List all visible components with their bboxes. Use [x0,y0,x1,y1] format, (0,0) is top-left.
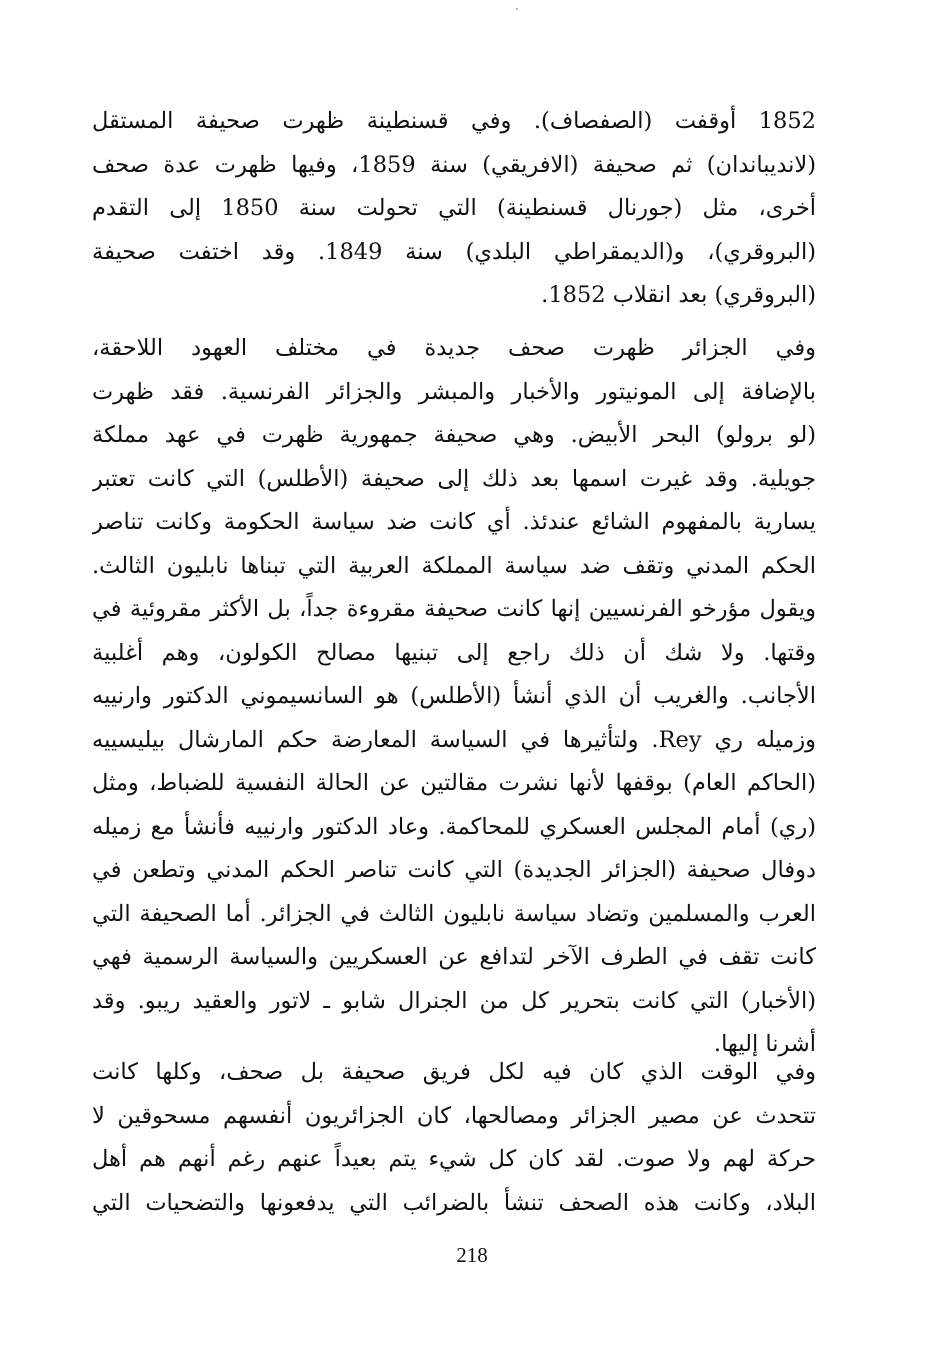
text-line: دوفال صحيفة (الجزائر الجديدة) التي كانت تناصر الحكم المدني وتطعن في [92,857,816,883]
paragraph-2 [92,327,816,1067]
text-line: (الحاكم العام) بوقفها لأنها نشرت مقالتين عن الحالة النفسية للضباط، ومثل [92,770,816,796]
text-line: جويلية. وقد غيرت اسمها بعد ذلك إلى صحيفة (الأطلس) التي كانت تعتبر [92,465,816,492]
text-line: أخرى، مثل (جورنال قسنطينة) التي تحولت سنة 1850 إلى التقدم [92,195,816,221]
text-line: الأجانب. والغريب أن الذي أنشأ (الأطلس) هو السانسيموني الدكتور وارنييه [92,683,816,709]
text-line: وفي الجزائر ظهرت صحف جديدة في مختلف العهود اللاحقة، [92,335,816,361]
text-line: وزميله ري Rey. ولتأثيرها في السياسة المعارضة حكم المارشال بيليسييه [92,726,816,753]
text-line: يسارية بالمفهوم الشائع عندئذ. أي كانت ضد سياسة الحكومة وكانت تناصر [92,509,816,535]
text-line: (البروقري)، و(الديمقراطي البلدي) سنة 1849. وقد اختفت صحيفة [92,238,816,265]
text-line: الحكم المدني وتقف ضد سياسة المملكة العربية التي تبناها نابليون الثالث. [92,552,816,579]
scan-speck [516,8,518,10]
text-line: وفي الوقت الذي كان فيه لكل فريق صحيفة بل صحف، وكلها كانت [92,1059,816,1085]
page-number: 218 [456,1243,488,1267]
text-line: بالإضافة إلى المونيتور والأخبار والمبشر والجزائر الفرنسية. فقد ظهرت [92,378,816,405]
paragraph-3 [92,1051,816,1225]
text-line: (ري) أمام المجلس العسكري للمحاكمة. وعاد الدكتور وارنييه فأنشأ مع زميله [92,813,816,840]
text-line: (البروقري) بعد انقلاب 1852. [541,282,816,308]
text-line: 1852 أوقفت (الصفصاف). وفي قسنطينة ظهرت صحيفة المستقل [92,108,816,134]
text-line: العرب والمسلمين وتضاد سياسة نابليون الثالث في الجزائر. أما الصحيفة التي [92,900,816,927]
paragraph-1 [92,100,816,318]
text-line: حركة لهم ولا صوت. لقد كان كل شيء يتم بعيداً عنهم رغم أنهم هم أهل [92,1146,816,1172]
text-line: وقتها. ولا شك أن ذلك راجع إلى تبنيها مصالح الكولون، وهم أغلبية [92,639,816,666]
text-line: أشرنا إليها. [713,1031,816,1057]
text-line: البلاد، وكانت هذه الصحف تنشأ بالضرائب التي يدفعونها والتضحيات التي [92,1189,816,1216]
text-line: تتحدث عن مصير الجزائر ومصالحها، كان الجزائريون أنفسهم مسحوقين لا [92,1102,816,1129]
text-line: (الأخبار) التي كانت بتحرير كل من الجنرال شابو ـ لاتور والعقيد ريبو. وقد [92,987,816,1014]
text-line: (لانديباندان) ثم صحيفة (الافريقي) سنة 1859، وفيها ظهرت عدة صحف [92,151,816,178]
text-line: كانت تقف في الطرف الآخر لتدافع عن العسكريين والسياسة الرسمية فهي [92,944,816,970]
text-line: (لو برولو) البحر الأبيض. وهي صحيفة جمهورية ظهرت في عهد مملكة [92,422,816,448]
text-line: ويقول مؤرخو الفرنسيين إنها كانت صحيفة مقروءة جداً، بل الأكثر مقروئية في [92,596,816,622]
